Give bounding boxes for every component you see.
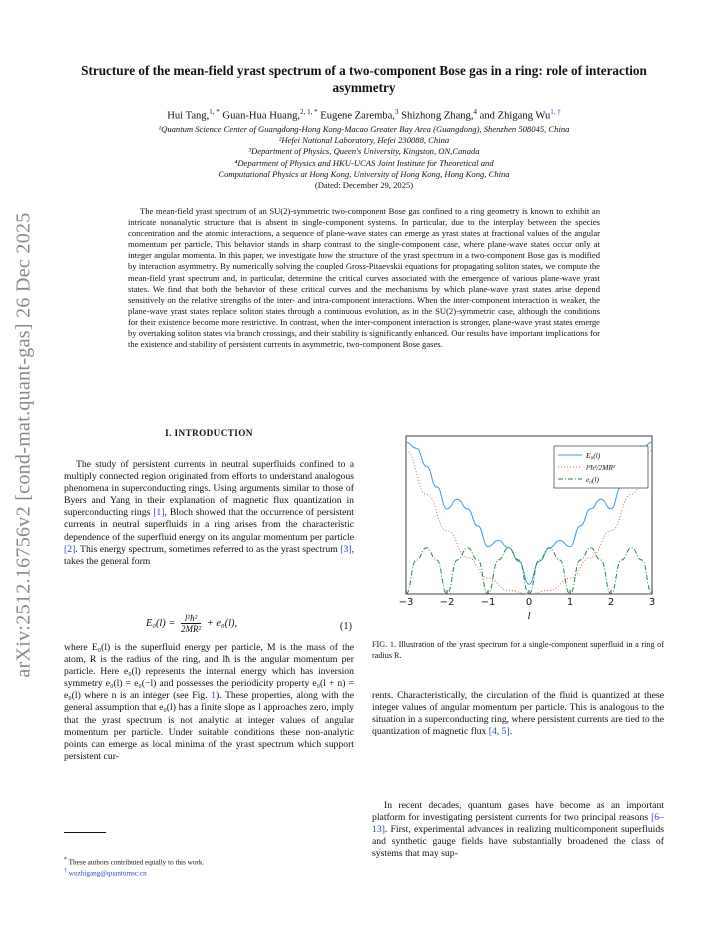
- citation-link[interactable]: [2]: [64, 543, 76, 555]
- author-sup: 1, *: [209, 108, 220, 116]
- legend-label-e0: e₀(l): [586, 475, 600, 484]
- figure-caption: FIG. 1. Illustration of the yrast spectrum for a single-component superfluid in a ring of radius R.: [372, 640, 664, 660]
- author-name: Shizhong Zhang,: [401, 110, 474, 122]
- equation-fraction: [181, 613, 201, 634]
- affiliation: ²Hefei National Laboratory, Hefei 230088, China: [278, 135, 450, 146]
- footnote-mark: †: [64, 868, 67, 874]
- paragraph-text: The study of persistent currents in neutral superfluids confined to a multiply connected region originated from efforts to understand analogous phenomena in superconducting rings. Using arguments similar to those of Byers and Yang in their explanation of magnetic flux quantization in superconducting rings: [64, 459, 354, 519]
- arxiv-stamp: [4, 190, 44, 700]
- affiliation: ³Department of Physics, Queen's University, Kingston, ON,Canada: [248, 146, 480, 157]
- x-tick-label: −1: [480, 597, 496, 608]
- author-sup: 1, †: [550, 108, 561, 116]
- paragraph-text: where E₀(l) is the superfluid energy per particle, M is the mass of the atom, R is the radius of the ring, and lħ is the angular momentum per particle. Here e₀(l) represents the internal energy which has inversion symmetry e₀(l) = e₀(−l) and possesses the periodicity property e₀(l + n) = e₀(l) where n is an integer (see Fig.: [64, 642, 354, 702]
- footnote-text: These authors contributed equally to this work.: [68, 858, 205, 867]
- paragraph-text: rents. Characteristically, the circulation of the fluid is quantized at these integer values of angular momentum per particle. This is analogous to the situation in a superconducting ring, where persistent currents are tied to the quantization of magnetic flux: [372, 690, 664, 738]
- citation-link[interactable]: [6–13]: [372, 812, 664, 836]
- x-tick-label: 2: [607, 597, 615, 608]
- email-link[interactable]: wuzhigang@quantumsc.cn: [68, 869, 147, 878]
- figure-1-chart: [396, 432, 664, 624]
- author-name: Guan-Hua Huang,: [222, 110, 301, 122]
- legend-label-kinetic: l²ħ²/2MR²: [586, 463, 616, 472]
- paragraph-text: ). These properties, along with the general assumption that e₀(l) has a finite slope as l approaches zero, imply that the yrast spectrum is not analytic at integer values of angular momentum per particle. Under suitable conditions these non-analytic points can emerge as local minima of the yrast spectrum which support persistent cur-: [64, 690, 354, 762]
- paragraph-text: . First, experimental advances in realizing multicomponent superfluids and synthetic gauge fields have substantially broadened the class of systems that may sup-: [372, 824, 664, 860]
- paragraph-text: .: [509, 726, 513, 738]
- equation-1: [64, 613, 354, 637]
- paragraph-text: In recent decades, quantum gases have become as an important platform for investigating persistent currents for two principal reasons: [372, 800, 664, 824]
- affiliation: ⁴Department of Physics and HKU-UCAS Joint Institute for Theoretical and: [234, 157, 494, 168]
- equation-numerator: l²ħ²: [181, 613, 201, 624]
- footnote: [64, 866, 354, 878]
- citation-link[interactable]: [3]: [340, 543, 352, 555]
- x-tick-label: 1: [566, 597, 574, 608]
- x-tick-label: 0: [525, 597, 533, 608]
- arxiv-stamp-text: arXiv:2512.16756v2 [cond-mat.quant-gas] 26 Dec 2025: [12, 212, 35, 678]
- author-name: Eugene Zaremba,: [320, 110, 395, 122]
- author-name: Hui Tang,: [167, 110, 210, 122]
- footnote-rule: [64, 832, 106, 833]
- equation-number: (1): [339, 621, 352, 632]
- author-sup: 3: [394, 108, 399, 116]
- paragraph-text: , takes the general form: [64, 543, 354, 567]
- equation-rhs: + e₀(l),: [206, 617, 238, 629]
- right-paragraph-2: [372, 800, 664, 860]
- affiliation: Computational Physics at Hong Kong, University of Hong Kong, Hong Kong, China: [218, 168, 510, 179]
- paragraph-text: . This energy spectrum, sometimes referred to as the yrast spectrum: [75, 543, 341, 555]
- author-list: [80, 108, 648, 122]
- affiliation-list: [80, 124, 648, 191]
- equation-denominator: 2MR²: [181, 624, 202, 634]
- intro-paragraph-1: [64, 459, 354, 568]
- legend-label-E0: E₀(l): [586, 451, 601, 460]
- x-tick-label: −2: [439, 597, 455, 608]
- right-paragraph-1: [372, 690, 664, 738]
- x-tick-label: −3: [398, 597, 414, 608]
- paper-title: Structure of the mean-field yrast spectrum of a two-component Bose gas in a ring: role of interaction asymmetry: [81, 63, 647, 95]
- author-name: and Zhigang Wu: [479, 110, 551, 122]
- footnote-mark: *: [64, 857, 67, 863]
- citation-link[interactable]: [1]: [153, 507, 165, 519]
- intro-paragraph-2: [64, 642, 354, 763]
- affiliation: ¹Quantum Science Center of Guangdong-Hong Kong-Macao Greater Bay Area (Guangdong), Shenzhen 508045, China: [158, 124, 570, 134]
- figure-link[interactable]: 1: [211, 690, 216, 702]
- author-sup: 4: [473, 108, 478, 116]
- paragraph-text: , Bloch showed that the occurrence of persistent currents in neutral superfluids in a ring arises from the characteristic dependence of the superfluid energy on its angular momentum per particle: [64, 507, 354, 543]
- equation-lhs: E₀(l) =: [146, 617, 176, 629]
- x-tick-label: 3: [648, 597, 656, 608]
- author-sup: 2, 1, *: [300, 108, 318, 116]
- section-heading: I. INTRODUCTION: [165, 428, 253, 438]
- abstract: The mean-field yrast spectrum of an SU(2)-symmetric two-component Bose gas confined to a ring geometry is known to exhibit an intricate nonanalytic structure that is absent in single-component systems. In particular, due to the interplay between the species concentration and the atomic interactions, a sequence of plane-wave states can emerge as yrast states at fractional values of the angular momentum per particle. This behavior stands in sharp contrast to the single-component case, where plane-wave states occur only at integer angular momenta. In this paper, we investigate how the structure of the yrast spectrum in a two-component Bose gas is modified by interaction asymmetry. By numerically solving the coupled Gross-Pitaevskii equations for propagating soliton states, we compute the mean-field yrast spectrum and, in particular, determine the critical curves associated with the emergence of various plane-wave yrast states. We find that both the behavior of these critical curves and the mechanisms by which plane-wave yrast states arise depend sensitively on the relative strengths of the inter- and intra-component interactions. When the inter-component interaction is weaker, the plane-wave yrast states replace soliton states through a continuous evolution, as in the SU(2)-symmetric case, although the conditions for their existence become more restrictive. In contrast, when the inter-component interaction is stronger, plane-wave yrast states emerge by overtaking soliton states via branch crossings, and their stability is significantly enhanced. Our results have important implications for the existence and stability of persistent currents in asymmetric, two-component Bose gases.: [128, 206, 600, 350]
- series-line-e0: [406, 548, 652, 594]
- dated-line: (Dated: December 29, 2025): [314, 180, 414, 191]
- citation-link[interactable]: [4, 5]: [488, 726, 510, 738]
- x-axis-label: l: [527, 610, 531, 622]
